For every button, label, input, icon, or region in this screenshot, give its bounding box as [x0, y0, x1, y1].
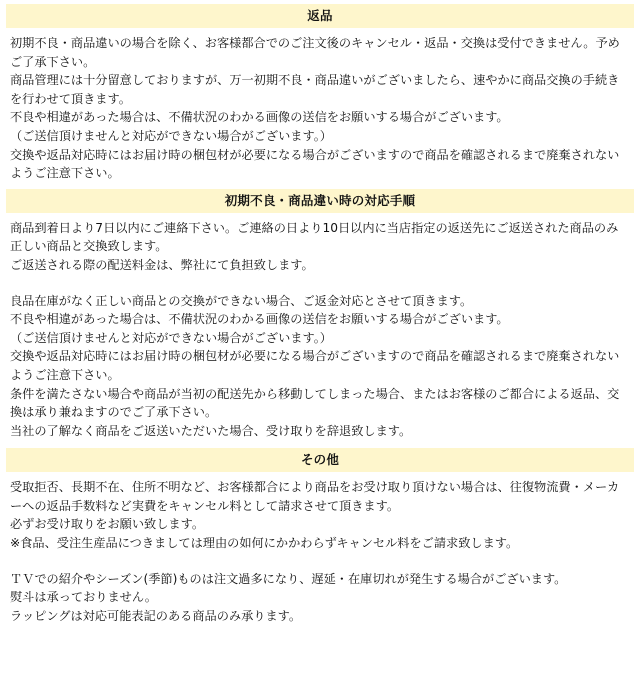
- paragraph-gap: [10, 553, 630, 570]
- policy-page: [0, 4, 640, 629]
- text-line: 交換や返品対応時にはお届け時の梱包材が必要になる場合がございますので商品を確認されるまで廃棄されないようご注意下さい。: [10, 349, 620, 382]
- defect-procedure-body: [0, 213, 640, 445]
- section-header-defect-procedure: 初期不良・商品違い時の対応手順: [6, 189, 634, 213]
- text-line: 条件を満たさない場合や商品が当初の配送先から移動してしまった場合、またはお客様のご都合による返品、交換は承り兼ねますのでご了承下さい。: [10, 386, 620, 420]
- text-line: 商品管理には十分留意しておりますが、万一初期不良・商品違いがございましたら、速やかに商品交換の手続きを行わせて頂きます。: [10, 73, 620, 106]
- other-body: [0, 472, 640, 629]
- text-line: 商品到着日より7日以内にご連絡下さい。ご連絡の日より10日以内に当店指定の返送先にご返送された商品のみ正しい商品と交換致します。: [10, 220, 619, 254]
- returns-section: [0, 4, 640, 187]
- text-line: 熨斗は承っておりません。: [10, 590, 157, 605]
- section-header-returns: 返品: [6, 4, 634, 28]
- text-line: 当社の了解なく商品をご返送いただいた場合、受け取りを辞退致します。: [10, 423, 412, 438]
- text-line: ＴＶでの紹介やシーズン(季節)ものは注文過多になり、遅延・在庫切れが発生する場合がございます。: [10, 571, 567, 586]
- other-section: [0, 448, 640, 629]
- paragraph-gap: [10, 275, 630, 292]
- text-line: ※食品、受注生産品につきましては理由の如何にかかわらずキャンセル料をご請求致します。: [10, 536, 519, 551]
- text-line: （ご送信頂けませんと対応ができない場合がございます。）: [10, 128, 332, 143]
- text-line: ご返送される際の配送料金は、弊社にて負担致します。: [10, 257, 314, 272]
- text-line: 受取拒否、長期不在、住所不明など、お客様都合により商品をお受け取り頂けない場合は、往復物流費・メーカーへの返品手数料など実費をキャンセル料として請求させて頂きます。: [10, 480, 620, 513]
- text-line: （ご送信頂けませんと対応ができない場合がございます。）: [10, 330, 332, 345]
- text-line: 不良や相違があった場合は、不備状況のわかる画像の送信をお願いする場合がございます。: [10, 110, 509, 125]
- text-line: ラッピングは対応可能表記のある商品のみ承ります。: [10, 608, 302, 623]
- section-header-other: その他: [6, 448, 634, 472]
- text-line: 必ずお受け取りをお願い致します。: [10, 517, 205, 532]
- text-line: 不良や相違があった場合は、不備状況のわかる画像の送信をお願いする場合がございます。: [10, 312, 509, 327]
- text-line: 良品在庫がなく正しい商品との交換ができない場合、ご返金対応とさせて頂きます。: [10, 293, 473, 308]
- defect-procedure-section: [0, 189, 640, 445]
- returns-body: [0, 28, 640, 187]
- text-line: 交換や返品対応時にはお届け時の梱包材が必要になる場合がございますので商品を確認されるまで廃棄されないようご注意下さい。: [10, 147, 620, 181]
- text-line: 初期不良・商品違いの場合を除く、お客様都合でのご注文後のキャンセル・返品・交換は受付できません。予めご了承下さい。: [10, 36, 620, 69]
